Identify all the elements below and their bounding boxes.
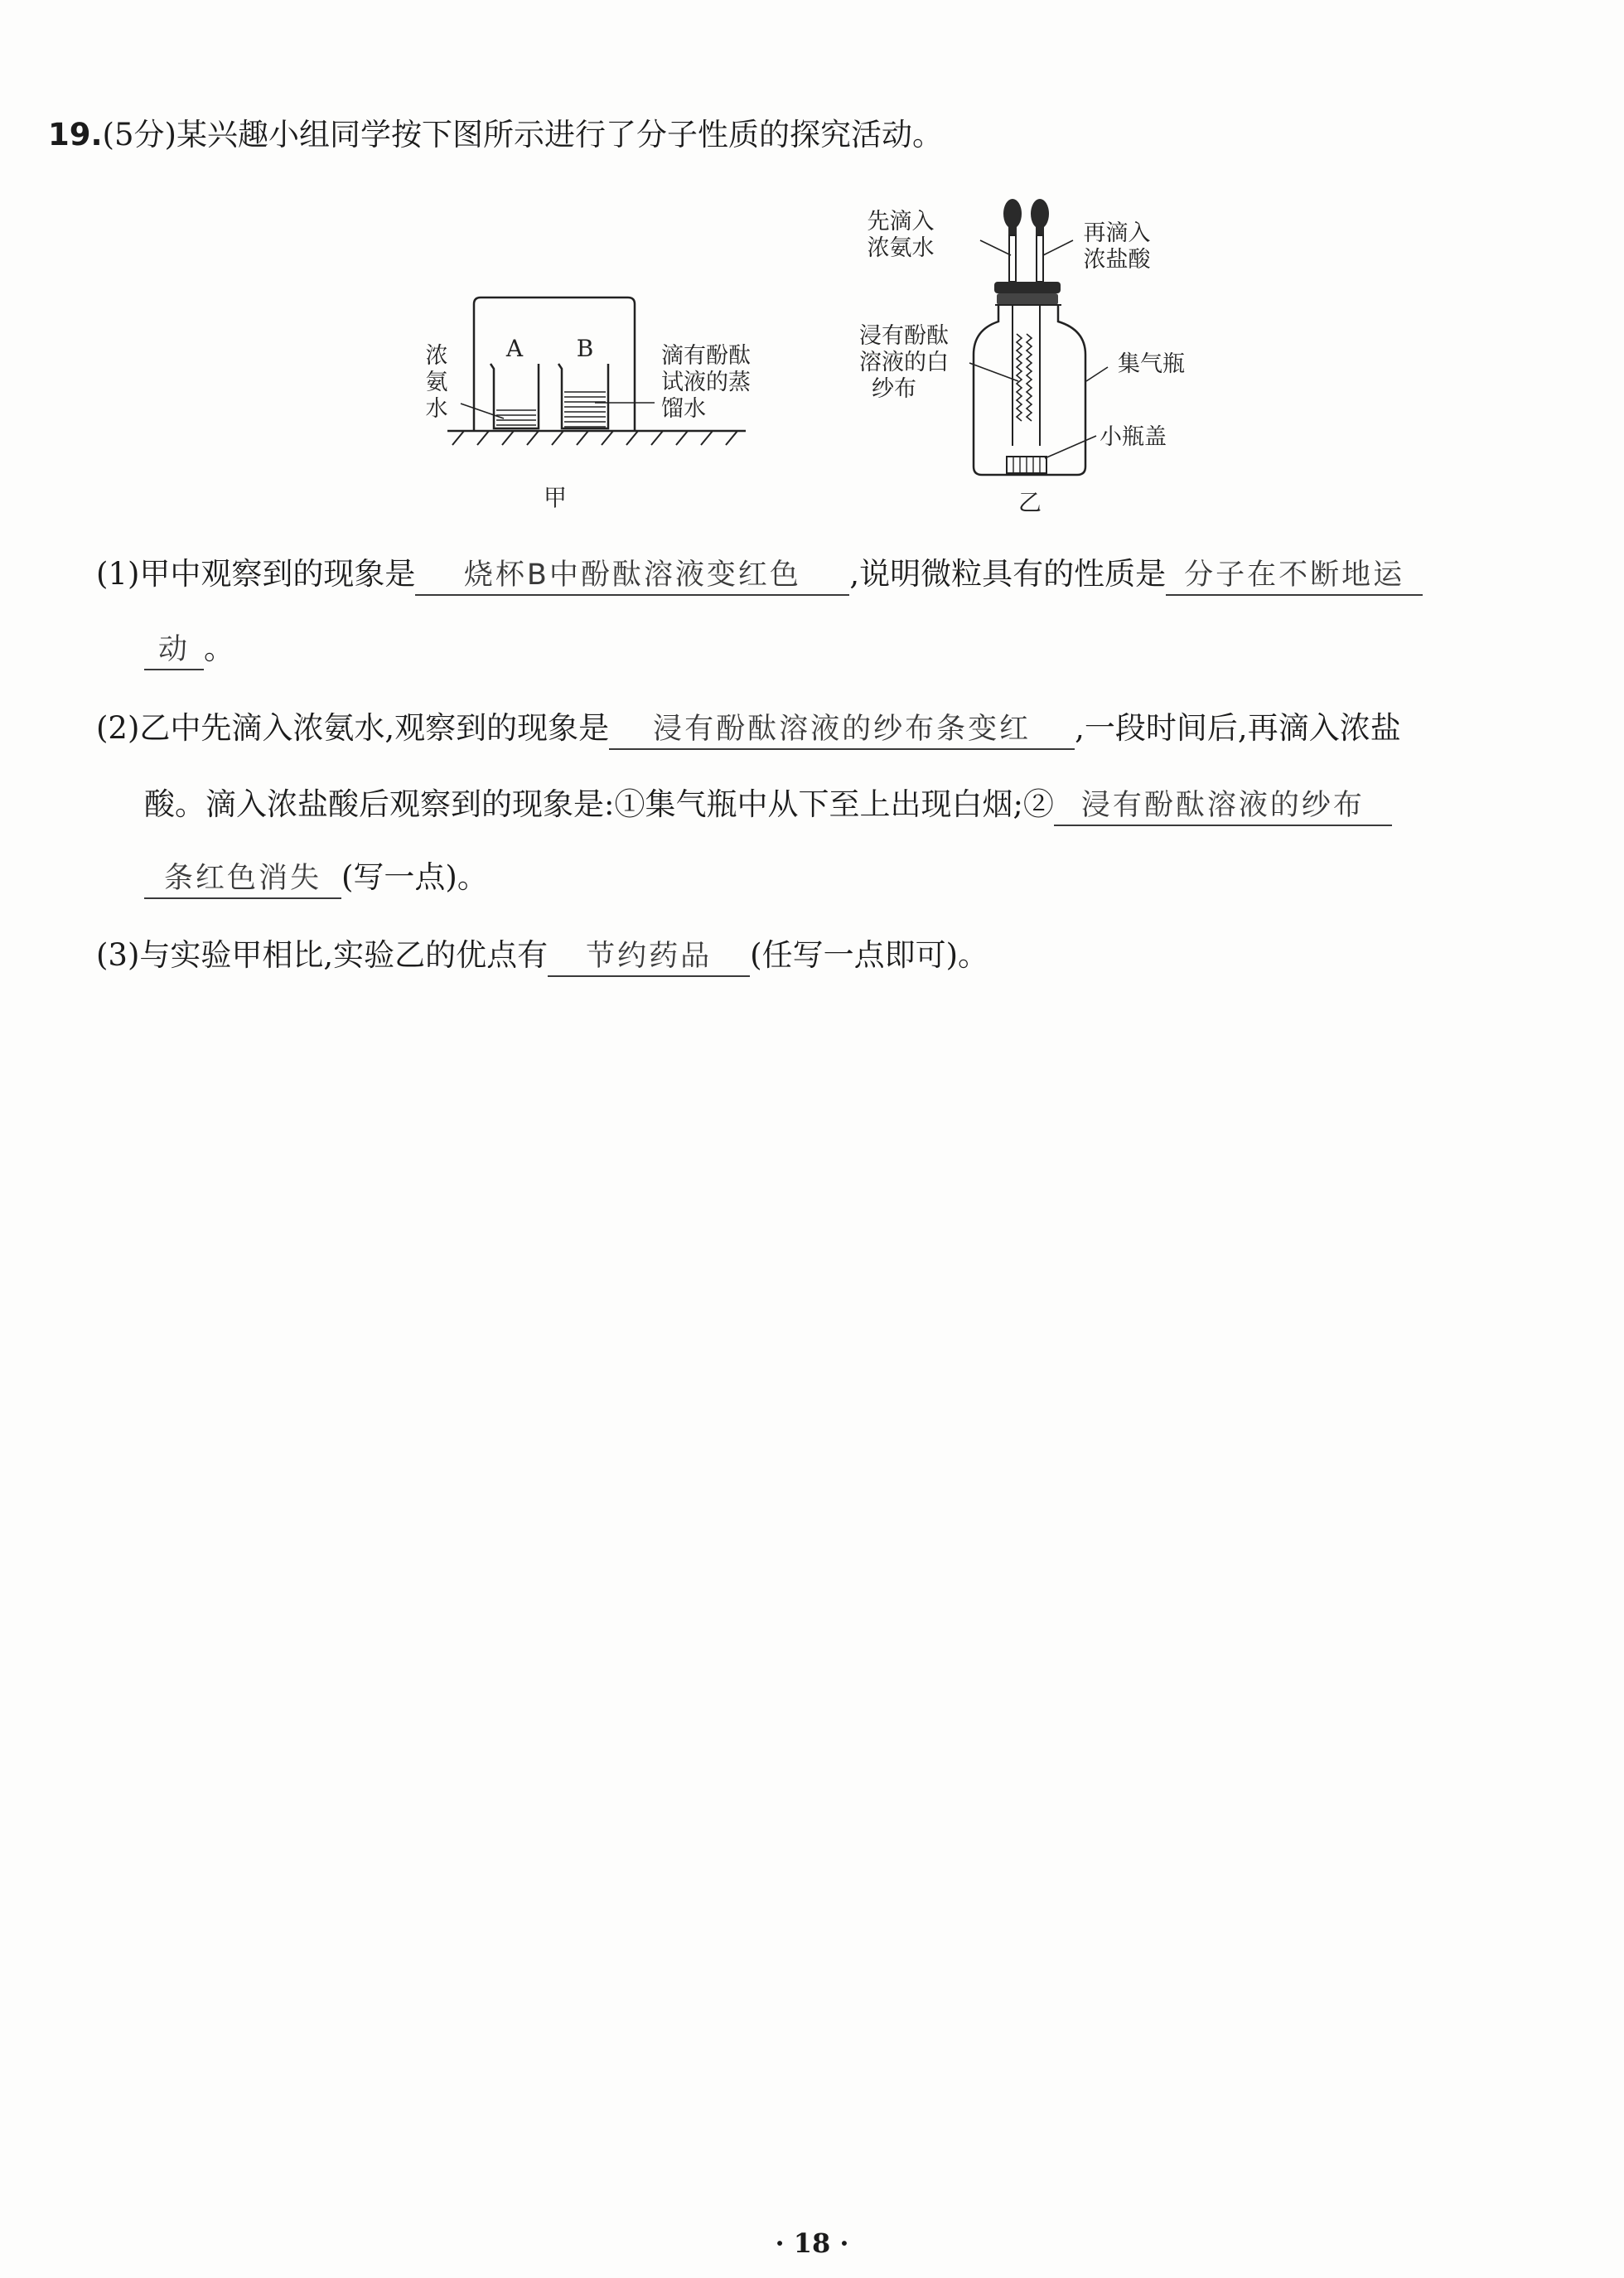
part2-line3: 条红色消失 (写一点)。 <box>144 857 488 899</box>
part1-line1: (1)甲中观察到的现象是 烧杯B中酚酞溶液变红色 ,说明微粒具有的性质是 分子在不断地运 <box>96 554 1423 596</box>
phenolphthalein-label-3: 馏水 <box>661 396 706 422</box>
part3-line: (3)与实验甲相比,实验乙的优点有 节约药品 (任写一点即可)。 <box>96 935 988 977</box>
gauze-label-1: 浸有酚酞 <box>859 323 949 349</box>
small-cap-label: 小瓶盖 <box>1100 424 1167 450</box>
figure-jia <box>414 286 779 522</box>
first-drop-label-1: 先滴入 <box>867 209 935 235</box>
beaker-a-label: A <box>505 335 524 362</box>
part2-line1: (2)乙中先滴入浓氨水,观察到的现象是 浸有酚酞溶液的纱布条变红 ,一段时间后,再滴入浓盐 <box>96 708 1401 750</box>
second-drop-label-2: 浓盐酸 <box>1083 247 1151 273</box>
question-score: (5分) <box>102 117 176 152</box>
ammonia-label-3: 水 <box>425 396 448 422</box>
beaker-diagram <box>414 286 779 522</box>
figure-yi-caption: 乙 <box>1017 489 1042 516</box>
part1-answer2b: 动 <box>144 631 204 670</box>
figure-yi <box>841 189 1206 520</box>
beaker-b-label: B <box>576 335 594 362</box>
part1-line2: 动 。 <box>144 628 234 670</box>
ammonia-label-1: 浓 <box>425 343 448 369</box>
part2-line2: 酸。滴入浓盐酸后观察到的现象是:①集气瓶中从下至上出现白烟;② 浸有酚酞溶液的纱布 <box>144 784 1392 826</box>
phenolphthalein-label-1: 滴有酚酞 <box>661 343 751 369</box>
part2-answer2a: 浸有酚酞溶液的纱布 <box>1054 786 1392 826</box>
gauze-label-3: 纱布 <box>872 376 916 402</box>
gauze-label-2: 溶液的白 <box>859 350 949 375</box>
figure-jia-caption: 甲 <box>543 484 568 511</box>
question-stem <box>48 114 943 156</box>
page-number: · 18 · <box>775 2227 849 2259</box>
part2-answer1: 浸有酚酞溶液的纱布条变红 <box>609 710 1075 750</box>
part3-answer: 节约药品 <box>548 937 750 977</box>
first-drop-label-2: 浓氨水 <box>867 235 935 261</box>
gas-bottle-label: 集气瓶 <box>1118 351 1185 377</box>
question-number: 19. <box>48 117 103 152</box>
part2-answer2b: 条红色消失 <box>144 859 341 899</box>
ammonia-label-2: 氨 <box>425 370 448 395</box>
phenolphthalein-label-2: 试液的蒸 <box>661 370 751 395</box>
second-drop-label-1: 再滴入 <box>1083 220 1151 246</box>
part1-answer2a: 分子在不断地运 <box>1166 556 1423 596</box>
part1-answer1: 烧杯B中酚酞溶液变红色 <box>415 556 849 596</box>
gas-bottle-diagram <box>841 189 1206 520</box>
question-text: 某兴趣小组同学按下图所示进行了分子性质的探究活动。 <box>176 117 943 152</box>
